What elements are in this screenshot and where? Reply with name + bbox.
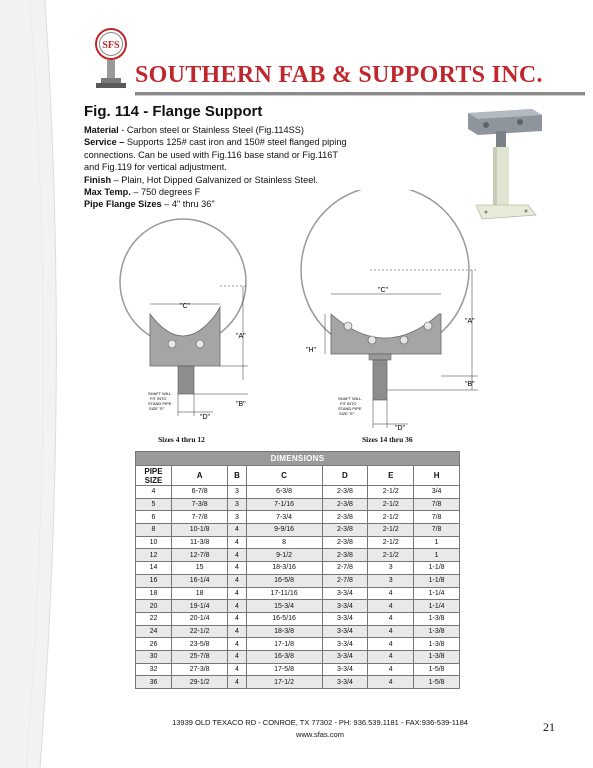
flange-sizes-label: Pipe Flange Sizes [84, 199, 162, 210]
page-number: 21 [543, 720, 555, 734]
table-row [136, 663, 460, 676]
table-cell: 24 [136, 625, 172, 638]
table-cell: 7/8 [414, 511, 460, 524]
table-cell: 1-3/8 [414, 612, 460, 625]
table-cell: 2-3/8 [322, 536, 368, 549]
table-cell: 4 [228, 600, 246, 613]
table-cell: 2-3/8 [322, 486, 368, 499]
shaft-note-small-3: STAND PIPE [148, 401, 172, 406]
table-cell: 16-5/8 [246, 574, 322, 587]
dim-d-large: "D" [395, 425, 406, 432]
table-cell: 4 [368, 587, 414, 600]
table-cell: 27-3/8 [172, 663, 228, 676]
column-header: D [322, 466, 368, 486]
table-cell: 4 [228, 587, 246, 600]
table-cell: 3 [228, 498, 246, 511]
table-cell: 2-1/2 [368, 511, 414, 524]
product-title: Fig. 114 - Flange Support [84, 103, 263, 120]
dim-b-large: "B" [465, 381, 475, 388]
table-cell: 1-1/8 [414, 574, 460, 587]
table-cell: 4 [228, 638, 246, 651]
table-cell: 6-3/8 [246, 486, 322, 499]
table-cell: 16-5/16 [246, 612, 322, 625]
table-cell: 22 [136, 612, 172, 625]
table-cell: 3-3/4 [322, 600, 368, 613]
table-cell: 6 [136, 511, 172, 524]
table-cell: 4 [228, 574, 246, 587]
table-cell: 23-5/8 [172, 638, 228, 651]
column-header: H [414, 466, 460, 486]
column-header: A [172, 466, 228, 486]
table-cell: 1-3/8 [414, 638, 460, 651]
table-cell: 3-3/4 [322, 676, 368, 689]
table-cell: 7/8 [414, 498, 460, 511]
table-cell: 4 [228, 612, 246, 625]
dim-b-small: "B" [236, 401, 246, 408]
maxtemp-label: Max Temp. [84, 187, 131, 198]
table-cell: 2-3/8 [322, 549, 368, 562]
table-cell: 2-7/8 [322, 562, 368, 575]
table-cell: 17-5/8 [246, 663, 322, 676]
dimensions-table-title: DIMENSIONS [136, 452, 460, 466]
table-cell: 8 [246, 536, 322, 549]
table-cell: 4 [368, 600, 414, 613]
table-cell: 2-1/2 [368, 486, 414, 499]
table-row [136, 549, 460, 562]
table-cell: 15-3/4 [246, 600, 322, 613]
table-cell: 3/4 [414, 486, 460, 499]
dim-d-small: "D" [200, 414, 211, 421]
caption-small-sizes: Sizes 4 thru 12 [158, 435, 205, 444]
table-cell: 9-1/2 [246, 549, 322, 562]
table-cell: 16-1/4 [172, 574, 228, 587]
table-cell: 2-7/8 [322, 574, 368, 587]
dimensions-table-body [136, 486, 460, 689]
table-cell: 20 [136, 600, 172, 613]
table-cell: 1 [414, 549, 460, 562]
table-cell: 4 [368, 612, 414, 625]
table-cell: 25-7/8 [172, 650, 228, 663]
table-cell: 1-1/4 [414, 587, 460, 600]
table-cell: 4 [228, 650, 246, 663]
table-cell: 18 [172, 587, 228, 600]
table-cell: 18-3/8 [246, 625, 322, 638]
footer-website: www.sfas.com [296, 730, 344, 739]
table-cell: 8 [136, 524, 172, 537]
table-cell: 19-1/4 [172, 600, 228, 613]
column-header: PIPE SIZE [136, 466, 172, 486]
table-row [136, 536, 460, 549]
table-row [136, 612, 460, 625]
table-row [136, 498, 460, 511]
table-cell: 30 [136, 650, 172, 663]
material-text: - Carbon steel or Stainless Steel (Fig.114SS) [118, 125, 304, 135]
table-row [136, 638, 460, 651]
table-cell: 2-3/8 [322, 511, 368, 524]
table-row [136, 650, 460, 663]
table-cell: 4 [368, 676, 414, 689]
table-cell: 7-3/8 [172, 498, 228, 511]
table-cell: 1-1/8 [414, 562, 460, 575]
table-cell: 1-1/4 [414, 600, 460, 613]
table-cell: 7/8 [414, 524, 460, 537]
table-cell: 7-3/4 [246, 511, 322, 524]
table-cell: 1-3/8 [414, 625, 460, 638]
maxtemp-text: – 750 degrees F [130, 187, 201, 198]
table-cell: 1 [414, 536, 460, 549]
service-label: Service – [84, 137, 125, 148]
service-text: Supports 125# cast iron and 150# steel flanged piping connections. Can be used with Fig.116 base stand or Fig.116T and Fig.119 for vertical adjustment. [84, 137, 347, 173]
dim-a-large: "A" [465, 318, 475, 325]
shaft-note-small-2: FIT INTO [150, 396, 167, 401]
dim-c-small: "C" [180, 303, 191, 310]
shaft-note-small-1: SHAFT WILL [148, 391, 172, 396]
table-cell: 3 [228, 486, 246, 499]
table-row [136, 486, 460, 499]
table-cell: 15 [172, 562, 228, 575]
page-side-decoration [0, 0, 70, 768]
dimensions-table [135, 451, 460, 689]
footer-address: 13939 OLD TEXACO RD - CONROE, TX 77302 - PH: 936.539.1181 - FAX:936-539-1184 [172, 718, 468, 727]
table-cell: 18-3/16 [246, 562, 322, 575]
table-cell: 3 [368, 562, 414, 575]
table-cell: 4 [228, 562, 246, 575]
table-row [136, 524, 460, 537]
table-cell: 14 [136, 562, 172, 575]
dim-h-large: "H" [306, 347, 317, 354]
dim-a-small: "A" [236, 333, 246, 340]
table-row [136, 574, 460, 587]
table-cell: 22-1/2 [172, 625, 228, 638]
table-cell: 3-3/4 [322, 612, 368, 625]
shaft-note-large-4: SIZE "E" [339, 411, 355, 416]
table-cell: 5 [136, 498, 172, 511]
table-cell: 10-1/8 [172, 524, 228, 537]
table-cell: 26 [136, 638, 172, 651]
header-divider-secondary [135, 95, 585, 96]
table-cell: 3-3/4 [322, 587, 368, 600]
table-cell: 17-1/8 [246, 638, 322, 651]
table-cell: 4 [228, 549, 246, 562]
table-cell: 32 [136, 663, 172, 676]
table-cell: 2-3/8 [322, 524, 368, 537]
table-cell: 36 [136, 676, 172, 689]
table-cell: 2-1/2 [368, 549, 414, 562]
column-header: B [228, 466, 246, 486]
column-header: E [368, 466, 414, 486]
table-cell: 2-1/2 [368, 536, 414, 549]
table-cell: 3 [368, 574, 414, 587]
table-cell: 16 [136, 574, 172, 587]
flange-sizes-text: – 4" thru 36" [161, 199, 215, 210]
shaft-note-large-1: SHAFT WILL [338, 396, 362, 401]
table-cell: 10 [136, 536, 172, 549]
table-row [136, 676, 460, 689]
company-logo [90, 26, 132, 92]
finish-label: Finish [84, 174, 112, 185]
table-cell: 1-5/8 [414, 676, 460, 689]
table-cell: 17-11/16 [246, 587, 322, 600]
table-cell: 4 [228, 524, 246, 537]
table-cell: 4 [368, 650, 414, 663]
table-row [136, 562, 460, 575]
table-cell: 1-5/8 [414, 663, 460, 676]
finish-text: – Plain, Hot Dipped Galvanized or Stainless Steel. [111, 174, 318, 185]
table-cell: 1-3/8 [414, 650, 460, 663]
drawing-large-support [301, 190, 478, 432]
table-cell: 29-1/2 [172, 676, 228, 689]
table-cell: 12 [136, 549, 172, 562]
table-cell: 11-3/8 [172, 536, 228, 549]
table-cell: 12-7/8 [172, 549, 228, 562]
table-cell: 4 [228, 663, 246, 676]
table-cell: 3-3/4 [322, 625, 368, 638]
table-cell: 2-1/2 [368, 498, 414, 511]
table-cell: 4 [136, 486, 172, 499]
shaft-note-large-2: FIT INTO [340, 401, 357, 406]
table-cell: 9-9/16 [246, 524, 322, 537]
table-cell: 3 [228, 511, 246, 524]
table-cell: 4 [368, 625, 414, 638]
table-cell: 6-7/8 [172, 486, 228, 499]
table-cell: 7-7/8 [172, 511, 228, 524]
caption-large-sizes: Sizes 14 thru 36 [362, 435, 413, 444]
table-cell: 3-3/4 [322, 650, 368, 663]
table-cell: 18 [136, 587, 172, 600]
company-name: SOUTHERN FAB & SUPPORTS INC. [135, 62, 543, 88]
column-header: C [246, 466, 322, 486]
shaft-note-large-3: STAND PIPE [338, 406, 362, 411]
table-cell: 4 [368, 638, 414, 651]
table-row [136, 511, 460, 524]
table-cell: 7-1/16 [246, 498, 322, 511]
logo-text: SFS [102, 40, 120, 51]
dimensions-table-header-row [136, 466, 460, 486]
table-cell: 4 [368, 663, 414, 676]
table-cell: 2-1/2 [368, 524, 414, 537]
table-cell: 4 [228, 536, 246, 549]
table-row [136, 625, 460, 638]
table-cell: 3-3/4 [322, 663, 368, 676]
table-cell: 17-1/2 [246, 676, 322, 689]
table-cell: 4 [228, 625, 246, 638]
drawing-small-support [120, 219, 248, 421]
dim-c-large: "C" [378, 287, 389, 294]
table-cell: 16-3/8 [246, 650, 322, 663]
table-cell: 4 [228, 676, 246, 689]
table-cell: 2-3/8 [322, 498, 368, 511]
material-label: Material [84, 125, 119, 135]
table-cell: 20-1/4 [172, 612, 228, 625]
technical-drawings [108, 190, 488, 445]
shaft-note-small-4: SIZE "E" [149, 406, 165, 411]
table-row [136, 587, 460, 600]
table-row [136, 600, 460, 613]
table-cell: 3-3/4 [322, 638, 368, 651]
